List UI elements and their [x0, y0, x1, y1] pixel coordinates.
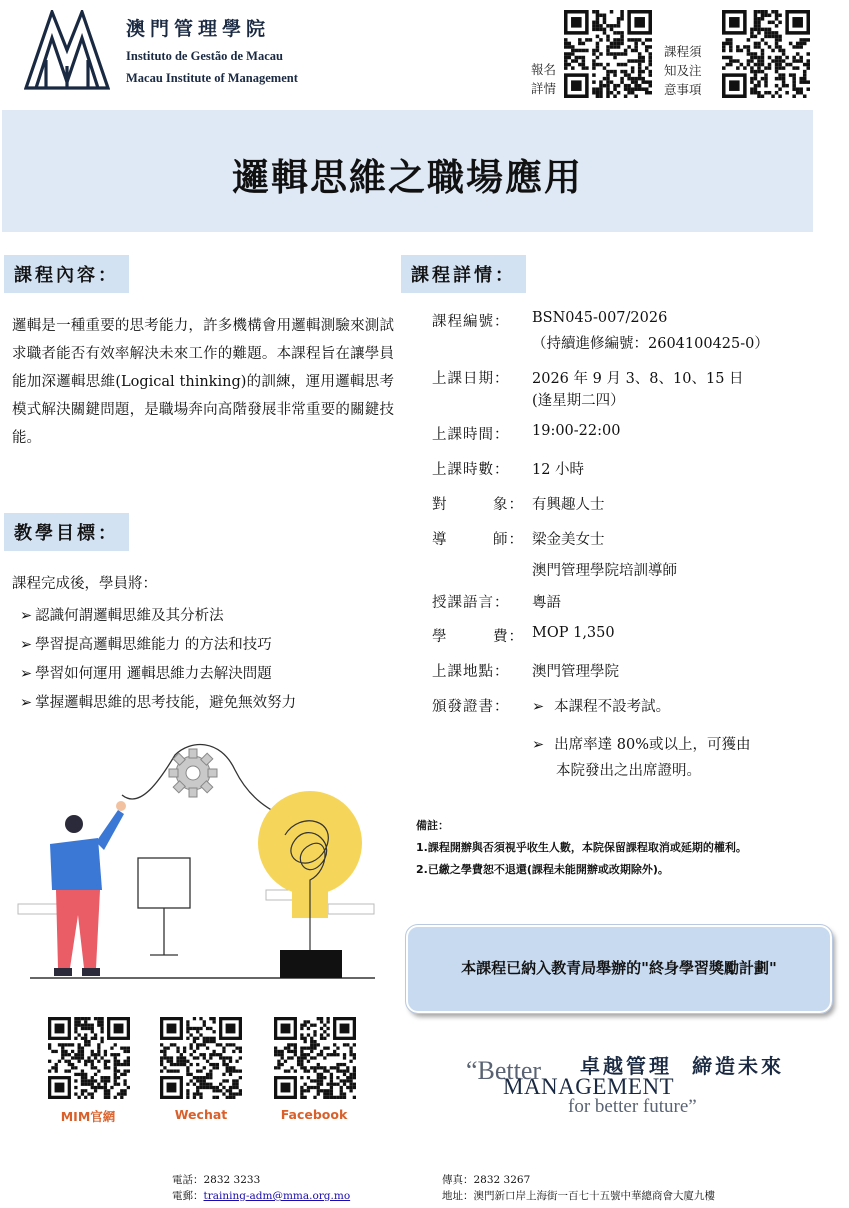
slogan-better: “Better	[466, 1056, 542, 1085]
detail-label: 上課時間：	[432, 427, 510, 443]
arrow-bullet-icon: ➢	[532, 737, 545, 753]
remarks	[416, 815, 836, 881]
goal-item: ➢ 認識何謂邏輯思維及其分析法	[20, 608, 224, 624]
detail-label: 上課時數：	[432, 462, 510, 478]
detail-value: MOP 1,350	[532, 625, 615, 641]
arrow-bullet-icon: ➢	[20, 695, 33, 711]
remarks-title: 備註：	[416, 819, 449, 832]
section-header-goals: 教學目標：	[4, 513, 129, 551]
slogan-zh: 卓越管理 締造未來	[580, 1054, 784, 1078]
footer-email-row: 電郵：training-adm@mma.org.mo	[172, 1190, 351, 1202]
detail-label: 課程編號：	[432, 314, 510, 330]
qr-registration-caption: 報名 詳情	[530, 62, 556, 96]
detail-value: 有興趣人士	[532, 497, 605, 513]
detail-label: 導 師：	[432, 532, 524, 548]
qr-label-facebook: Facebook	[280, 1107, 348, 1122]
detail-label: 上課日期：	[432, 371, 510, 387]
qr-code-facebook[interactable]	[274, 1017, 356, 1099]
section-header-details: 課程詳情：	[401, 255, 526, 293]
detail-value-continuing-code: （持續進修編號：2604100425-0）	[532, 336, 769, 352]
remarks-item: 2.已繳之學費恕不退還(課程未能開辦或改期除外)。	[416, 863, 669, 876]
detail-label: 學 費：	[432, 629, 524, 645]
detail-label: 頒發證書：	[432, 699, 510, 715]
mim-logo	[24, 10, 110, 90]
course-title: 邏輯思維之職場應用	[232, 156, 583, 199]
detail-value: 梁金美女士	[532, 532, 605, 548]
detail-value-tutor-title: 澳門管理學院培訓導師	[532, 563, 677, 579]
qr-code-mim-website[interactable]	[48, 1017, 130, 1099]
arrow-bullet-icon: ➢	[20, 608, 33, 624]
footer-email-link[interactable]: training-adm@mma.org.mo	[203, 1190, 351, 1202]
footer-fax: 傳真：2832 3267	[442, 1174, 531, 1186]
goal-item: ➢ 學習如何運用 邏輯思維力去解決問題	[20, 666, 272, 682]
detail-label: 上課地點：	[432, 664, 510, 680]
org-name-en: Macau Institute of Management	[126, 71, 298, 85]
detail-value: ➢ 本課程不設考試。	[532, 699, 671, 715]
qr-code-wechat[interactable]	[160, 1017, 242, 1099]
slogan-future: for better future”	[568, 1096, 697, 1117]
arrow-bullet-icon: ➢	[532, 699, 545, 715]
detail-label: 對 象：	[432, 497, 524, 513]
logical-thinking-illustration	[10, 740, 380, 990]
qr-code-registration[interactable]	[564, 10, 652, 98]
remarks-item: 1.課程開辦與否須視乎收生人數，本院保留課程取消或延期的權利。	[416, 841, 747, 854]
footer-contact-right	[442, 1172, 715, 1204]
slogan-management: MANAGEMENT	[503, 1074, 675, 1099]
detail-value: 粵語	[532, 595, 561, 611]
qr-label-mim-website: MIM官網	[60, 1109, 116, 1124]
org-name-pt: Instituto de Gestão de Macau	[126, 49, 283, 63]
qr-notice-caption: 課程須 知及注 意事項	[664, 44, 702, 97]
goals-list	[20, 604, 296, 720]
footer-phone: 電話：2832 3233	[172, 1174, 261, 1186]
detail-value: 2026 年 9 月 3、8、10、15 日	[532, 371, 744, 387]
qr-label-wechat: Wechat	[174, 1107, 228, 1122]
detail-value-weekday: (逢星期二四）	[532, 393, 625, 409]
detail-value: 12 小時	[532, 462, 585, 478]
lifelong-learning-callout-text: 本課程已納入教青局舉辦的"終身學習獎勵計劃"	[461, 959, 777, 977]
arrow-bullet-icon: ➢	[20, 666, 33, 682]
detail-value: 19:00-22:00	[532, 423, 621, 439]
goal-item: ➢ 掌握邏輯思維的思考技能，避免無效努力	[20, 695, 297, 711]
course-content-paragraph: 邏輯是一種重要的思考能力，許多機構會用邏輯測驗來測試求職者能否有效率解決未來工作的難題。本課程旨在讓學員能加深邏輯思維(Logical thinking)的訓練，運用邏輯思考模式解決關鍵問題，是職場奔向高階發展非常重要的關鍵技能。	[12, 318, 394, 446]
goals-intro: 課程完成後，學員將：	[12, 576, 157, 592]
arrow-bullet-icon: ➢	[20, 637, 33, 653]
section-header-content: 課程內容：	[4, 255, 129, 293]
certificate-attendance-note: ➢ 出席率達 80%或以上，可獲由 本院發出之出席證明。	[532, 737, 751, 779]
footer-contact-left	[172, 1172, 350, 1204]
goal-item: ➢ 學習提高邏輯思維能力 的方法和技巧	[20, 637, 272, 653]
detail-label: 授課語言：	[432, 595, 510, 611]
detail-value: 澳門管理學院	[532, 664, 619, 680]
footer-address: 地址：澳門新口岸上海街一百七十五號中華總商會大廈九樓	[442, 1190, 715, 1202]
qr-code-course-notice[interactable]	[722, 10, 810, 98]
org-name-zh: 澳門管理學院	[126, 18, 271, 40]
detail-value: BSN045-007/2026	[532, 310, 668, 326]
